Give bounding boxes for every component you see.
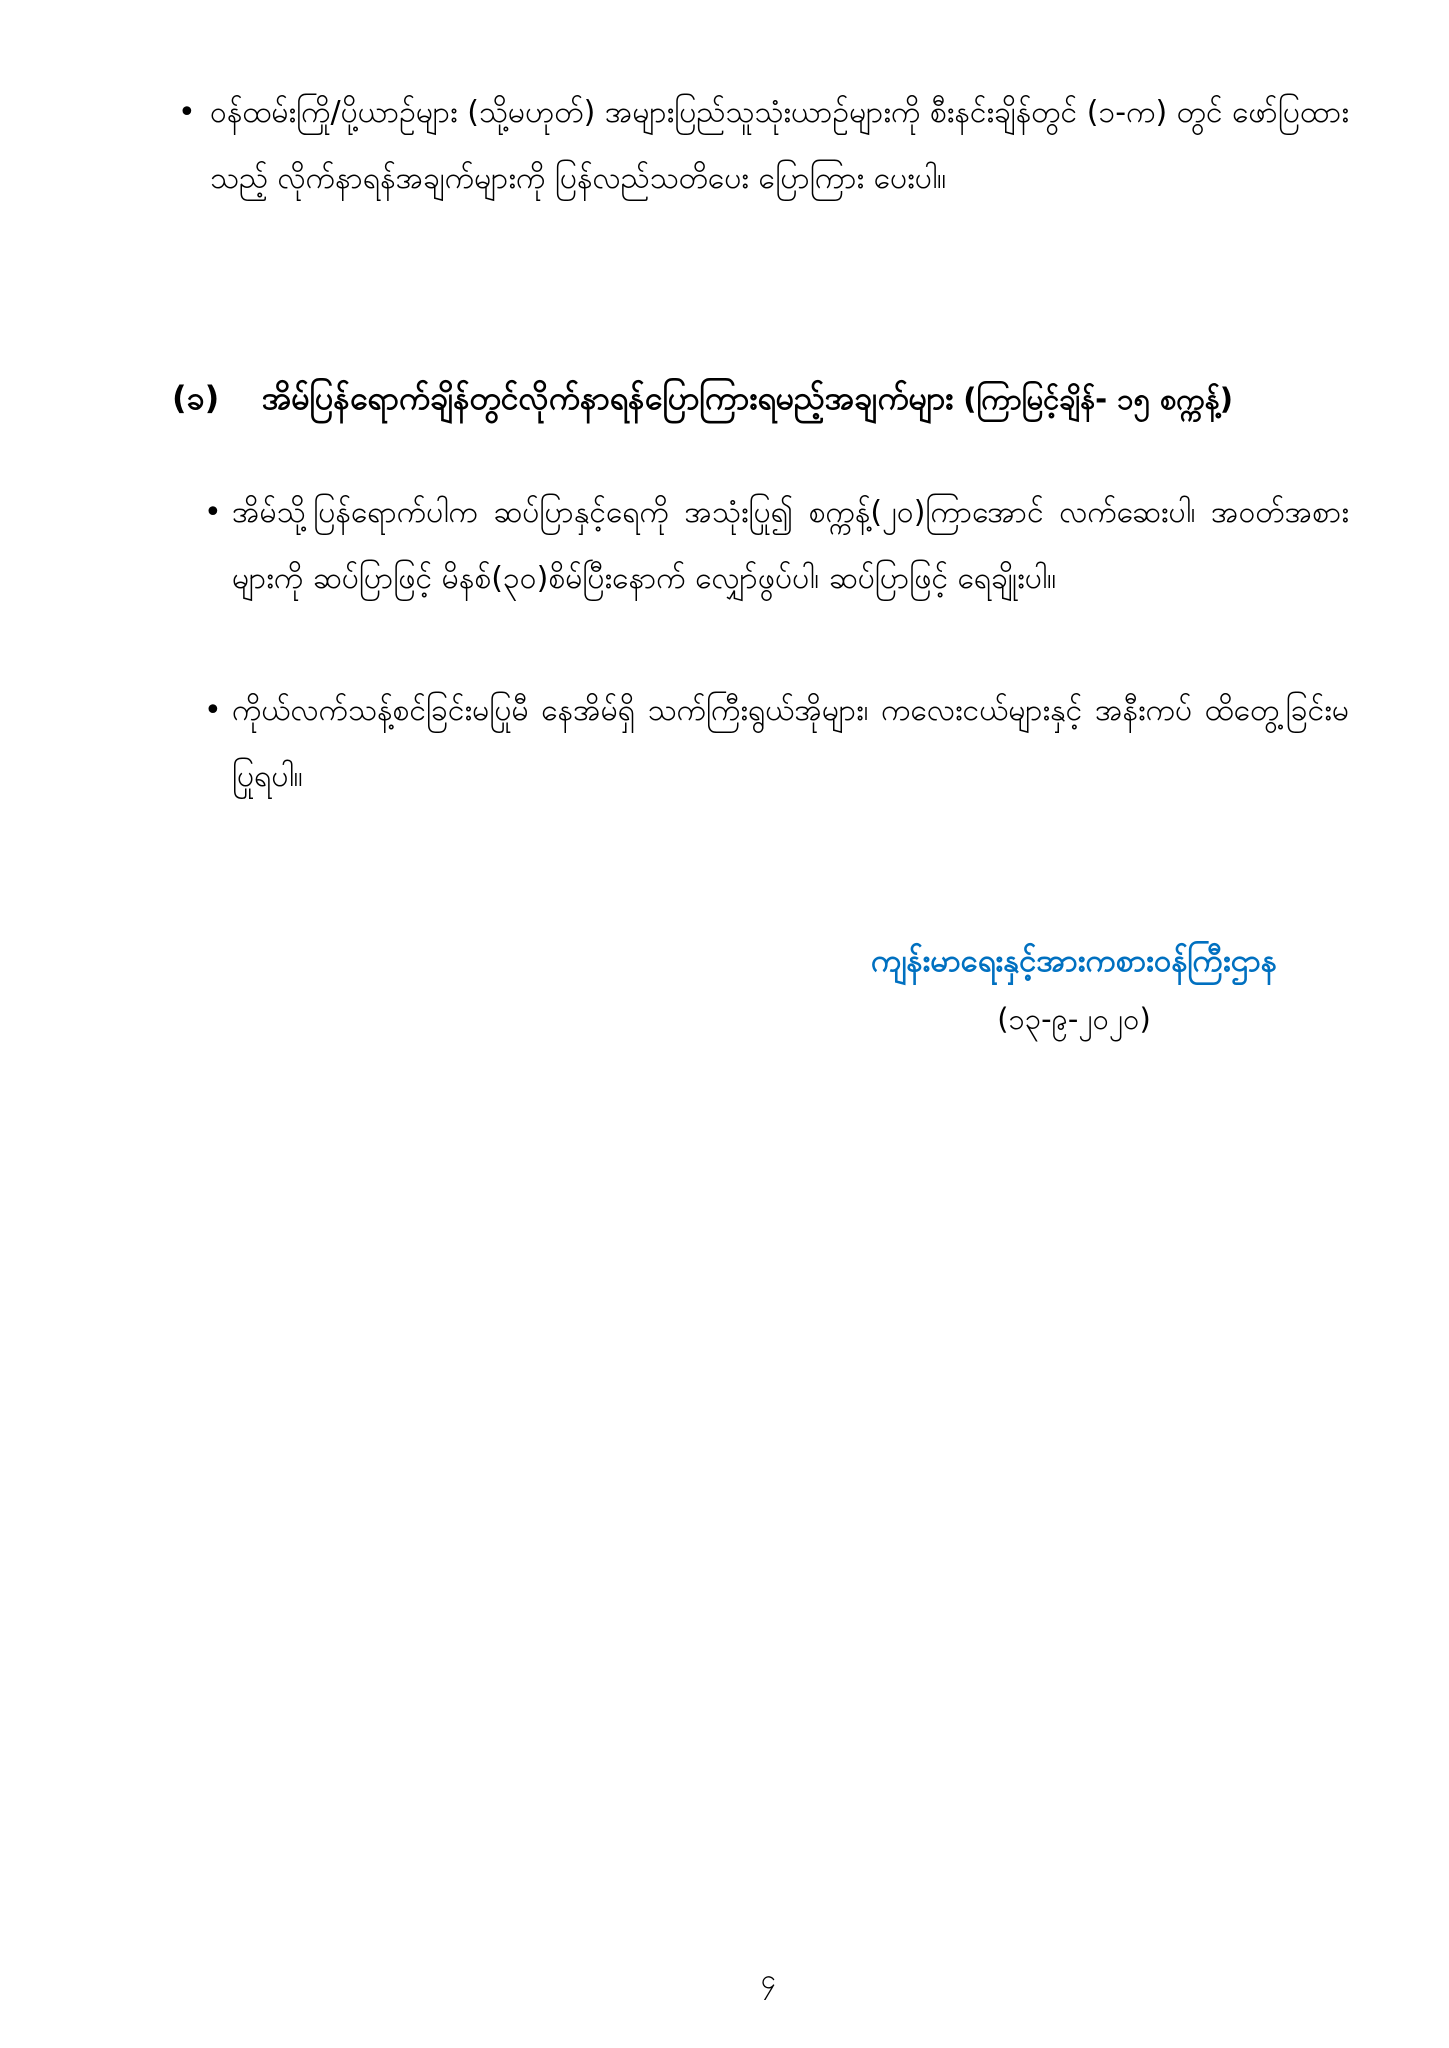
section-title-text: အိမ်ပြန်ရောက်ချိန်တွင်လိုက်နာရန်ပြောကြားရမည့်အချက်များ xyxy=(262,379,954,417)
bullet-icon: • xyxy=(204,693,222,728)
signature-date: (၁၃-၉-၂၀၂၀) xyxy=(997,1002,1151,1036)
section-heading xyxy=(172,350,1352,450)
section-duration-note: (ကြာမြင့်ချိန်- ၁၅ စက္ကန့်) xyxy=(963,382,1233,416)
sub-bullet-text: အိမ်သို့ပြန်ရောက်ပါက ဆပ်ပြာနှင့်ရေကို အသုံးပြု၍ စက္ကန့်(၂၀)ကြာအောင် လက်ဆေးပါ၊ အဝတ်အစားများကို ဆပ်ပြာဖြင့် မိနစ်(၃၀)စိမ်ပြီးနောက် လျှော်ဖွပ်ပါ၊ ဆပ်ပြာဖြင့် ရေချိုးပါ။ xyxy=(232,495,1349,596)
page-number: ၄ xyxy=(760,1964,777,1995)
section-title xyxy=(262,350,1352,450)
intro-bullet-text: ဝန်ထမ်းကြို/ပို့ယာဉ်များ (သို့မဟုတ်) အများပြည်သူသုံးယာဉ်များကို စီးနင်းချိန်တွင် (၁-က) တွင် ဖော်ပြထားသည့် လိုက်နာရန်အချက်များကို ပြန်လည်သတိပေး ပြောကြား ပေးပါ။ xyxy=(210,95,1349,196)
signature-block xyxy=(818,930,1330,1046)
bullet-icon: • xyxy=(204,495,222,530)
list-item xyxy=(204,480,1349,686)
list-item xyxy=(170,80,1349,286)
bullet-icon: • xyxy=(178,95,196,130)
signature-organization: ကျန်းမာရေးနှင့်အားကစားဝန်ကြီးဌာန xyxy=(871,943,1277,979)
list-item xyxy=(204,678,1349,818)
sub-bullet-text: ကိုယ်လက်သန့်စင်ခြင်းမပြုမီ နေအိမ်ရှိ သက်ကြီးရွယ်အိုများ၊ ကလေးငယ်များနှင့် အနီးကပ် ထိတွေ့ခြင်းမပြုရပါ။ xyxy=(232,693,1349,794)
section-label: (ခ) xyxy=(172,379,220,417)
